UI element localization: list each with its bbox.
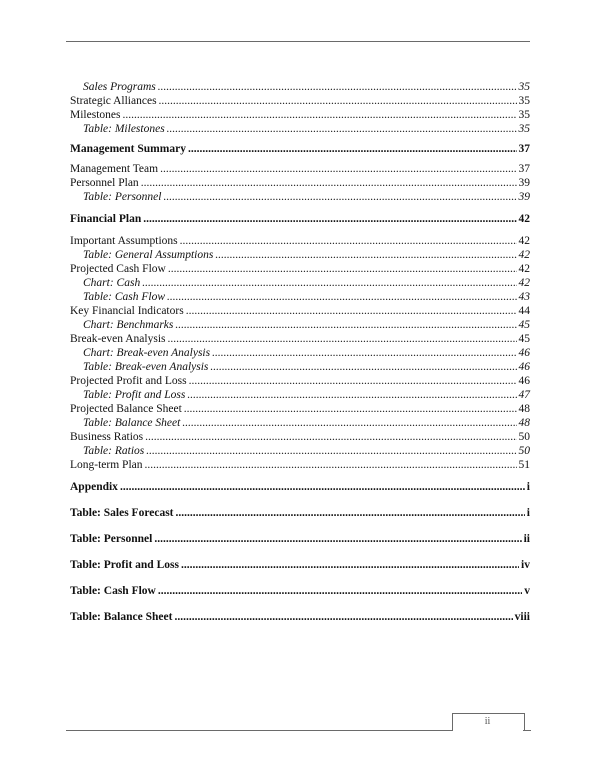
toc-entry[interactable] — [70, 290, 530, 304]
toc-entry[interactable] — [70, 122, 530, 136]
toc-entry[interactable] — [70, 458, 530, 472]
toc-entry[interactable] — [70, 388, 530, 402]
toc-entry-page: 47 — [518, 389, 530, 401]
toc-entry-page: 39 — [518, 177, 530, 189]
toc-entry[interactable] — [70, 108, 530, 122]
toc-entry[interactable] — [70, 402, 530, 416]
toc-entry-page: 46 — [518, 347, 530, 359]
toc-entry-title: Table: Break-even Analysis — [83, 361, 209, 373]
toc-entry[interactable] — [70, 346, 530, 360]
toc-entry-page: 43 — [518, 291, 530, 303]
toc-entry[interactable] — [70, 80, 530, 94]
toc-entry[interactable] — [70, 276, 530, 290]
toc-entry-title: Table: Sales Forecast — [70, 507, 174, 519]
toc-entry-page: 37 — [518, 163, 530, 175]
toc-leader-dots — [184, 402, 517, 416]
toc-leader-dots — [188, 142, 517, 156]
toc-entry[interactable] — [70, 480, 530, 494]
header-rule — [66, 41, 530, 42]
toc-entry-page: 42 — [518, 213, 530, 225]
toc-leader-dots — [187, 388, 516, 402]
toc-entry[interactable] — [70, 332, 530, 346]
toc-entry-title: Table: Ratios — [83, 445, 145, 457]
toc-leader-dots — [141, 176, 517, 190]
toc-entry[interactable] — [70, 234, 530, 248]
toc-entry-title: Table: Balance Sheet — [70, 611, 173, 623]
toc-leader-dots — [168, 262, 517, 276]
toc-entry-page: 48 — [518, 417, 530, 429]
toc-leader-dots — [154, 532, 521, 546]
toc-entry-title: Business Ratios — [70, 431, 144, 443]
toc-entry-page: 42 — [518, 249, 530, 261]
toc-leader-dots — [158, 80, 517, 94]
footer-rule-right — [523, 730, 531, 731]
toc-entry-page: 50 — [518, 431, 530, 443]
toc-entry-title: Milestones — [70, 109, 121, 121]
toc-entry[interactable] — [70, 262, 530, 276]
toc-entry[interactable] — [70, 142, 530, 156]
toc-leader-dots — [159, 94, 517, 108]
toc-leader-dots — [146, 444, 516, 458]
toc-entry-page: 39 — [518, 191, 530, 203]
toc-entry-title: Projected Profit and Loss — [70, 375, 187, 387]
toc-leader-dots — [168, 332, 517, 346]
toc-entry-page: 35 — [518, 81, 530, 93]
toc-entry[interactable] — [70, 162, 530, 176]
toc-entry[interactable] — [70, 610, 530, 624]
toc-entry[interactable] — [70, 532, 530, 546]
toc-entry-page: 45 — [518, 319, 530, 331]
toc-entry-page: 42 — [518, 277, 530, 289]
toc-entry-title: Appendix — [70, 481, 118, 493]
page-number: ii — [484, 716, 491, 727]
toc-leader-dots — [180, 234, 517, 248]
toc-entry-title: Break-even Analysis — [70, 333, 166, 345]
footer-rule — [66, 730, 453, 731]
toc-entry-page: iv — [521, 559, 530, 571]
toc-entry-title: Management Summary — [70, 143, 186, 155]
toc-entry-title: Personnel Plan — [70, 177, 139, 189]
toc-entry-title: Management Team — [70, 163, 159, 175]
toc-entry-page: 37 — [518, 143, 530, 155]
toc-leader-dots — [142, 276, 516, 290]
toc-leader-dots — [122, 108, 516, 122]
toc-leader-dots — [163, 190, 516, 204]
toc-entry-page: 35 — [518, 109, 530, 121]
toc-entry-page: 46 — [518, 361, 530, 373]
toc-entry-title: Sales Programs — [83, 81, 156, 93]
toc-entry[interactable] — [70, 444, 530, 458]
toc-leader-dots — [176, 506, 525, 520]
toc-leader-dots — [174, 610, 512, 624]
toc-entry-title: Key Financial Indicators — [70, 305, 184, 317]
toc-leader-dots — [167, 290, 516, 304]
toc-entry-title: Table: Balance Sheet — [83, 417, 181, 429]
toc-leader-dots — [120, 480, 525, 494]
toc-entry-title: Chart: Cash — [83, 277, 141, 289]
toc-leader-dots — [158, 584, 522, 598]
toc-entry[interactable] — [70, 374, 530, 388]
table-of-contents — [70, 80, 530, 624]
toc-entry-page: 44 — [518, 305, 530, 317]
toc-leader-dots — [175, 318, 516, 332]
toc-leader-dots — [212, 346, 516, 360]
toc-leader-dots — [143, 212, 516, 226]
toc-leader-dots — [215, 248, 516, 262]
toc-entry-title: Table: Milestones — [83, 123, 165, 135]
toc-entry-page: 35 — [518, 123, 530, 135]
toc-entry-page: ii — [523, 533, 530, 545]
toc-entry[interactable] — [70, 558, 530, 572]
toc-entry-title: Long-term Plan — [70, 459, 143, 471]
toc-entry-page: 35 — [518, 95, 530, 107]
toc-entry-page: v — [524, 585, 530, 597]
toc-entry-title: Chart: Break-even Analysis — [83, 347, 211, 359]
toc-entry-title: Table: Personnel — [70, 533, 153, 545]
toc-entry[interactable] — [70, 318, 530, 332]
toc-entry-title: Important Assumptions — [70, 235, 178, 247]
toc-entry-title: Table: Profit and Loss — [83, 389, 186, 401]
toc-entry-page: 45 — [518, 333, 530, 345]
toc-entry-page: 42 — [518, 235, 530, 247]
toc-entry-page: 48 — [518, 403, 530, 415]
toc-entry-page: 46 — [518, 375, 530, 387]
toc-entry-title: Table: Cash Flow — [83, 291, 166, 303]
toc-entry-title: Chart: Benchmarks — [83, 319, 174, 331]
toc-entry[interactable] — [70, 506, 530, 520]
toc-entry-page: i — [526, 481, 530, 493]
toc-entry[interactable] — [70, 248, 530, 262]
toc-entry[interactable] — [70, 94, 530, 108]
toc-leader-dots — [145, 458, 517, 472]
toc-entry-page: viii — [514, 611, 530, 623]
toc-entry[interactable] — [70, 416, 530, 430]
toc-leader-dots — [210, 360, 516, 374]
toc-leader-dots — [182, 416, 516, 430]
toc-leader-dots — [160, 162, 516, 176]
toc-entry[interactable] — [70, 304, 530, 318]
toc-entry-title: Table: Profit and Loss — [70, 559, 179, 571]
toc-entry-title: Strategic Alliances — [70, 95, 157, 107]
toc-entry-page: 50 — [518, 445, 530, 457]
toc-entry-page: 42 — [518, 263, 530, 275]
toc-leader-dots — [189, 374, 517, 388]
toc-entry-title: Table: Personnel — [83, 191, 162, 203]
toc-leader-dots — [167, 122, 517, 136]
toc-entry[interactable] — [70, 190, 530, 204]
toc-entry[interactable] — [70, 360, 530, 374]
toc-entry-page: 51 — [518, 459, 530, 471]
toc-entry-title: Projected Balance Sheet — [70, 403, 182, 415]
toc-entry[interactable] — [70, 584, 530, 598]
toc-leader-dots — [181, 558, 519, 572]
toc-entry[interactable] — [70, 212, 530, 226]
toc-entry[interactable] — [70, 430, 530, 444]
toc-entry-title: Projected Cash Flow — [70, 263, 166, 275]
toc-entry-page: i — [526, 507, 530, 519]
toc-entry-title: Table: General Assumptions — [83, 249, 214, 261]
toc-leader-dots — [186, 304, 517, 318]
toc-entry-title: Table: Cash Flow — [70, 585, 156, 597]
toc-entry-title: Financial Plan — [70, 213, 142, 225]
toc-leader-dots — [145, 430, 516, 444]
toc-entry[interactable] — [70, 176, 530, 190]
